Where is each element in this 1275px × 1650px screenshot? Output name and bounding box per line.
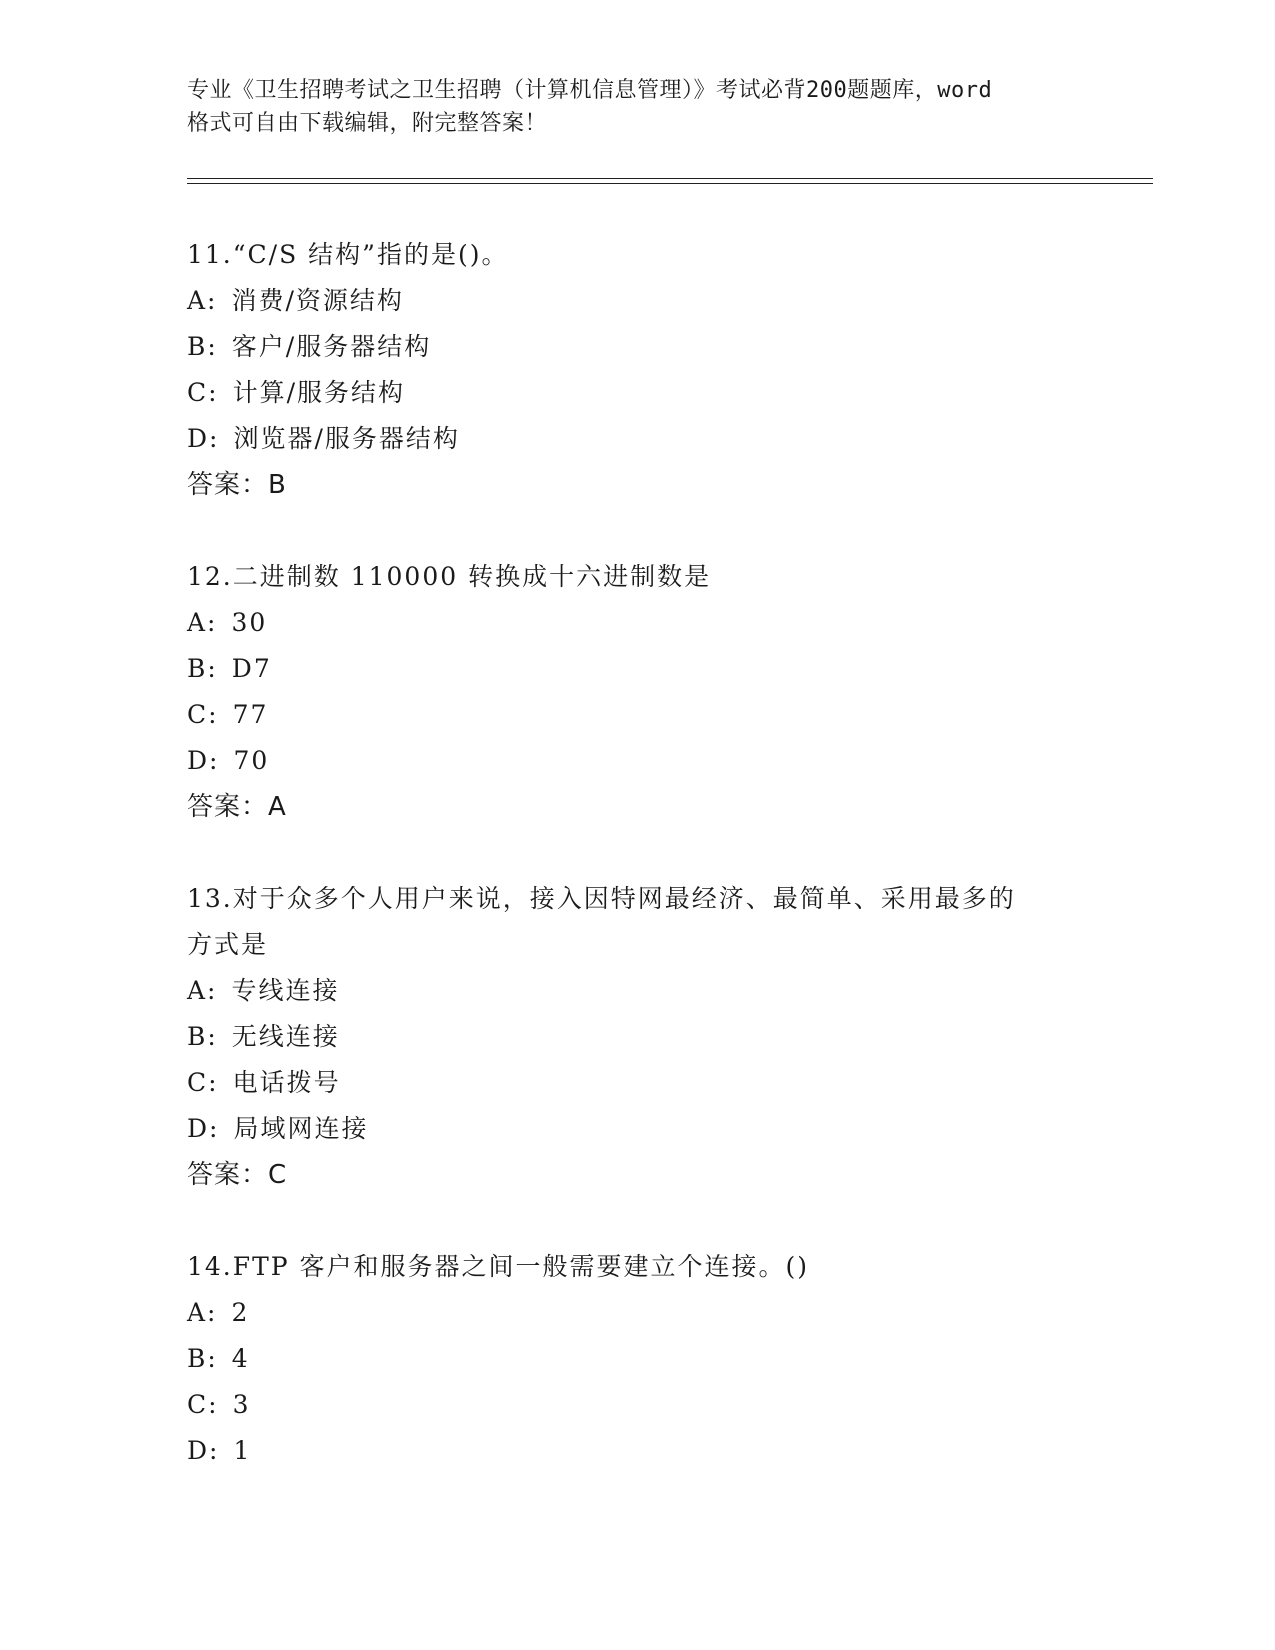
- option-text: 1: [233, 1436, 252, 1465]
- option-d: [187, 1428, 1107, 1474]
- answer-line: 答案：C: [187, 1160, 288, 1190]
- question-stem-line-2: 方式是: [187, 930, 269, 959]
- option-a: [187, 968, 1107, 1014]
- option-d: [187, 738, 1107, 784]
- option-key: D:: [187, 1114, 220, 1143]
- option-key: D:: [187, 746, 220, 775]
- option-b: [187, 324, 1107, 370]
- option-key: B:: [187, 654, 218, 683]
- option-key: D:: [187, 424, 220, 453]
- header-line-1: 专业《卫生招聘考试之卫生招聘（计算机信息管理）》考试必背200题题库，word: [187, 78, 993, 103]
- answer-line: 答案：B: [187, 470, 287, 500]
- option-key: B:: [187, 1022, 218, 1051]
- option-text: 消费/资源结构: [231, 286, 404, 315]
- option-key: A:: [187, 976, 218, 1005]
- question-13: [187, 876, 1107, 1198]
- option-text: 70: [233, 746, 270, 775]
- option-d: [187, 1106, 1107, 1152]
- document-header: [187, 74, 1087, 140]
- option-text: 30: [231, 608, 268, 637]
- question-stem-line-1: 13.对于众多个人用户来说，接入因特网最经济、最简单、采用最多的: [187, 884, 1016, 913]
- option-text: 浏览器/服务器结构: [233, 424, 460, 453]
- option-text: 4: [231, 1344, 250, 1373]
- question-12: [187, 554, 1107, 830]
- option-c: [187, 1382, 1107, 1428]
- option-text: D7: [231, 654, 272, 683]
- option-a: [187, 278, 1107, 324]
- option-key: A:: [187, 608, 218, 637]
- option-key: C:: [187, 1390, 219, 1419]
- option-key: A:: [187, 1298, 218, 1327]
- option-key: C:: [187, 700, 219, 729]
- option-key: A:: [187, 286, 218, 315]
- question-stem: 11.“C/S 结构”指的是()。: [187, 240, 509, 269]
- option-text: 专线连接: [231, 976, 340, 1005]
- option-text: 77: [232, 700, 269, 729]
- header-divider-bottom: [187, 183, 1153, 184]
- option-c: [187, 370, 1107, 416]
- option-b: [187, 1336, 1107, 1382]
- option-a: [187, 1290, 1107, 1336]
- question-stem: 14.FTP 客户和服务器之间一般需要建立个连接。(): [187, 1252, 810, 1281]
- option-text: 3: [232, 1390, 251, 1419]
- option-text: 局域网连接: [233, 1114, 369, 1143]
- header-divider-top: [187, 178, 1153, 179]
- option-a: [187, 600, 1107, 646]
- option-key: D:: [187, 1436, 220, 1465]
- option-text: 计算/服务结构: [232, 378, 405, 407]
- option-key: C:: [187, 378, 219, 407]
- question-11: [187, 232, 1107, 508]
- option-text: 2: [231, 1298, 250, 1327]
- question-14: [187, 1244, 1107, 1474]
- option-text: 无线连接: [231, 1022, 340, 1051]
- option-key: C:: [187, 1068, 219, 1097]
- option-b: [187, 646, 1107, 692]
- option-c: [187, 1060, 1107, 1106]
- option-d: [187, 416, 1107, 462]
- question-stem: 12.二进制数 110000 转换成十六进制数是: [187, 562, 712, 591]
- header-line-2: 格式可自由下载编辑，附完整答案！: [187, 111, 548, 136]
- option-key: B:: [187, 332, 218, 361]
- option-key: B:: [187, 1344, 218, 1373]
- option-text: 客户/服务器结构: [231, 332, 432, 361]
- answer-line: 答案：A: [187, 792, 287, 822]
- option-c: [187, 692, 1107, 738]
- option-b: [187, 1014, 1107, 1060]
- option-text: 电话拨号: [232, 1068, 341, 1097]
